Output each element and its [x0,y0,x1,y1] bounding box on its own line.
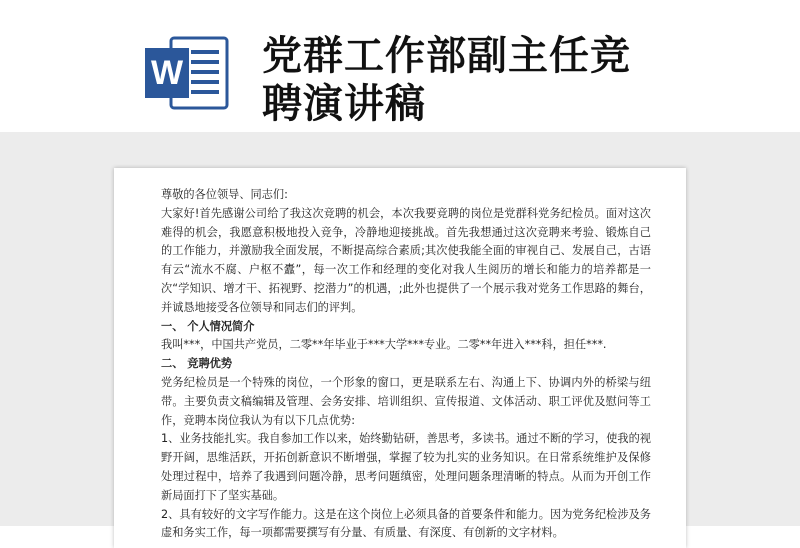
document-body [161,186,651,543]
section-heading-1: 一、 个人情况简介 [161,319,255,333]
advantage-item-1: 1、业务技能扎实。我自参加工作以来，始终勤钻研，善思考，多读书。通过不断的学习，使我的视野开阔，思维活跃，开拓创新意识不断增强，掌握了较为扎实的业务知识。在日常系统维护及保修处理过程中，培养了我遇到问题冷静，思考问题缜密，处理问题条理清晰的特点。从而为开创工作新局面打下了坚实基础。 [161,432,651,502]
page-title-line-2: 聘演讲稿 [262,81,426,127]
word-document-icon [143,34,231,112]
page-title [262,32,782,128]
page-title-line-1: 党群工作部副主任竞 [262,33,631,79]
personal-info-paragraph: 我叫***，中国共产党员，二零**年毕业于***大学***专业。二零**年进入***科，担任***. [161,338,607,352]
advantage-item-2: 2、具有较好的文字写作能力。这是在这个岗位上必须具备的首要条件和能力。因为党务纪检涉及务虚和务实工作，每一项都需要撰写有分量、有质量、有深度、有创新的文字材料。 [161,507,651,540]
advantages-paragraph: 党务纪检员是一个特殊的岗位，一个形象的窗口，更是联系左右、沟通上下、协调内外的桥梁与纽带。主要负责文稿编辑及管理、会务安排、培训组织、宣传报道、文体活动、职工评优及慰问等工作，竞聘本岗位我认为有以下几点优势: [161,375,651,427]
word-icon-letter: W [150,54,184,92]
header-banner [0,0,800,132]
section-heading-2: 二、 竞聘优势 [161,357,233,371]
greeting: 尊敬的各位领导、同志们: [161,188,288,201]
intro-paragraph: 大家好!首先感谢公司给了我这次竞聘的机会，本次我要竞聘的岗位是党群科党务纪检员。面对这次难得的机会，我愿意积极地投入竞争，冷静地迎接挑战。首先我想通过这次竞聘来考验、锻炼自己的工作能力，并激励我全面发展，不断提高综合素质;其次使我能全面的审视自己、发展自己，古语有云“流水不腐、户枢不蠹”，每一次工作和经理的变化对我人生阅历的增长和能力的培养都是一次“学知识、增才干、拓视野、挖潜力”的机遇，;此外也提供了一个展示我对党务工作思路的舞台，并诚恳地接受各位领导和同志们的评判。 [161,206,651,314]
document-page [114,168,686,548]
